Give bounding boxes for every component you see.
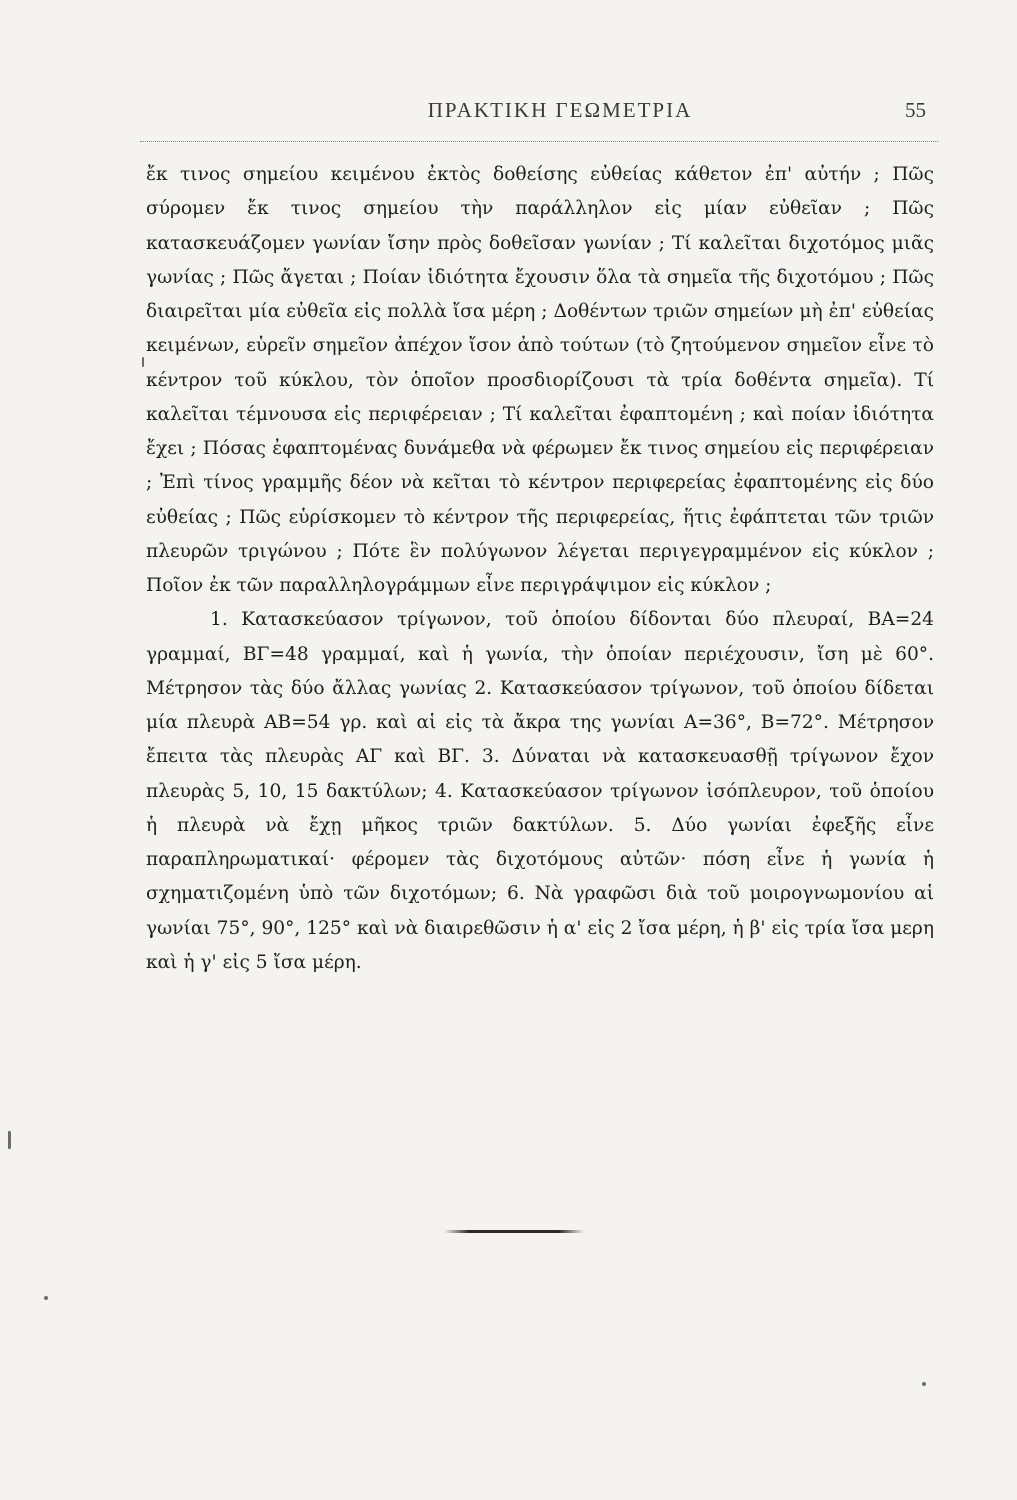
paper-speck [8, 1131, 11, 1149]
review-questions-paragraph: ἔκ τινος σημείου κειμένου ἐκτὸς δοθείσης εὐθείας κάθετον ἐπ' αὐτήν ; Πῶς σύρομεν ἔκ τινος σημείου τὴν παράλληλον εἰς μίαν εὐθεῖαν ; Πῶς κατασκευάζομεν γωνίαν ἴσην πρὸς δοθεῖσαν γωνίαν ; Τί καλεῖται διχοτόμος μιᾶς γωνίας ; Πῶς ἄγεται ; Ποίαν ἰδιότητα ἔχουσιν ὅλα τὰ σημεῖα τῆς διχοτόμου ; Πῶς διαιρεῖται μία εὐθεῖα εἰς πολλὰ ἴσα μέρη ; Δοθέντων τριῶν σημείων μὴ ἐπ' εὐθείας κειμένων, εὑρεῖν σημεῖον ἀπέχον ἴσον ἀπὸ τούτων (τὸ ζητούμενον σημεῖον εἶνε τὸ κέντρον τοῦ κύκλου, τὸν ὁποῖον προσδιορίζουσι τὰ τρία δοθέντα σημεῖα). Τί καλεῖται τέμνουσα εἰς περιφέρειαν ; Τί καλεῖται ἐφαπτομένη ; καὶ ποίαν ἰδιότητα ἔχει ; Πόσας ἐφαπτομένας δυνάμεθα νὰ φέρωμεν ἔκ τινος σημείου εἰς περιφέρειαν ; Ἐπὶ τίνος γραμμῆς δέον νὰ κεῖται τὸ κέντρον περιφερείας ἐφαπτομένης εἰς δύο εὐθείας ; Πῶς εὑρίσκομεν τὸ κέντρον τῆς περιφερείας, ἥτις ἐφάπτεται τῶν τριῶν πλευρῶν τριγώνου ; Πότε ἓν πολύγωνον λέγεται περιγεγραμμένον εἰς κύκλον ; Ποῖον ἐκ τῶν παραλληλογράμμων εἶνε περιγράψιμον εἰς κύκλον ; [146, 164, 934, 596]
page-title: ΠΡΑΚΤΙΚΗ ΓΕΩΜΕΤΡΙΑ [427, 98, 693, 122]
paper-speck [922, 1382, 926, 1386]
paper-speck [44, 1296, 48, 1300]
page-body [146, 158, 934, 980]
closing-rule [444, 1230, 584, 1233]
exercises-paragraph: 1. Κατασκεύασον τρίγωνον, τοῦ ὁποίου δίδονται δύο πλευραί, ΒΑ=24 γραμμαί, ΒΓ=48 γραμμαί, καὶ ἡ γωνία, τὴν ὁποίαν περιέχουσιν, ἴση μὲ 60°. Μέτρησον τὰς δύο ἄλλας γωνίας 2. Κατασκεύασον τρίγωνον, τοῦ ὁποίου δίδεται μία πλευρὰ ΑΒ=54 γρ. καὶ αἱ εἰς τὰ ἄκρα της γωνίαι Α=36°, Β=72°. Μέτρησον ἔπειτα τὰς πλευρὰς ΑΓ καὶ ΒΓ. 3. Δύναται νὰ κατασκευασθῇ τρίγωνον ἔχον πλευρὰς 5, 10, 15 δακτύλων; 4. Κατασκεύασον τρίγωνον ἰσόπλευρον, τοῦ ὁποίου ἡ πλευρὰ νὰ ἔχῃ μῆκος τριῶν δακτύλων. 5. Δύο γωνίαι ἐφεξῆς εἶνε παραπληρωματικαί· φέρομεν τὰς διχοτόμους αὐτῶν· πόση εἶνε ἡ γωνία ἡ σχηματιζομένη ὑπὸ τῶν διχοτόμων; 6. Νὰ γραφῶσι διὰ τοῦ μοιρογνωμονίου αἱ γωνίαι 75°, 90°, 125° καὶ νὰ διαιρεθῶσιν ἡ α' εἰς 2 ἴσα μέρη, ἡ β' εἰς τρία ἴσα μερη καὶ ἡ γ' εἰς 5 ἴσα μέρη. [146, 609, 934, 973]
header-rule [140, 141, 938, 142]
page-number: 55 [905, 98, 926, 122]
paper-speck [142, 357, 144, 367]
running-header [140, 98, 940, 128]
